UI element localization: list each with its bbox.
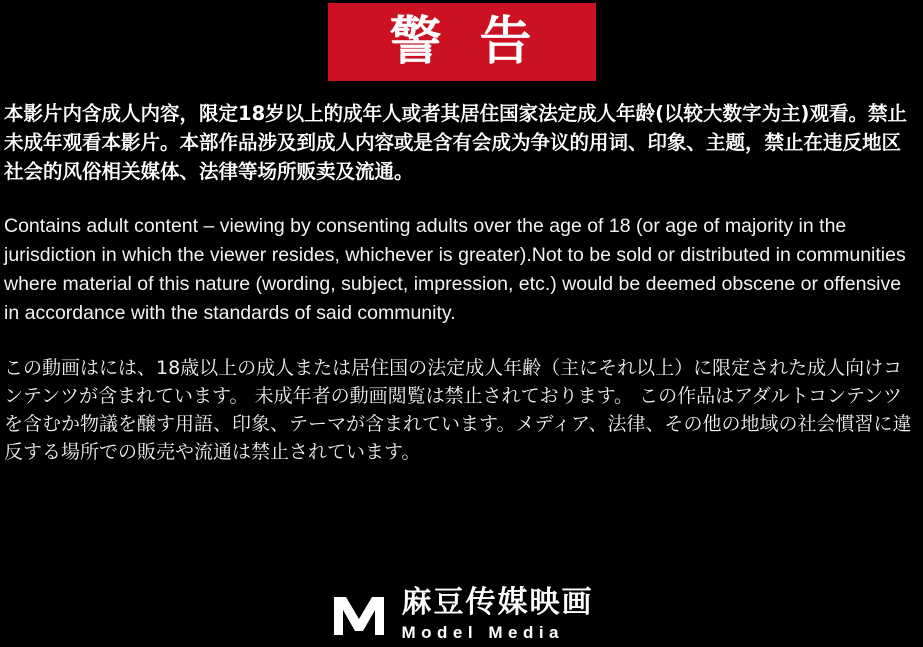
notice-content bbox=[0, 99, 923, 466]
brand-name-cn: 麻豆传媒映画 bbox=[401, 585, 594, 620]
brand-name-en: Model Media bbox=[401, 623, 565, 642]
notice-japanese: この動画はには、18歳以上の成人または居住国の法定成人年齢（主にそれ以上）に限定された成人向けコンテンツが含まれています。 未成年者の動画閲覧は禁止されております。 この作品はアダルトコンテンツを含むか物議を醸す用語、印象、テーマが含まれています。メディア、法律、その他の地域の社会慣習に違反する場所での販売や流通は禁止されています。 bbox=[4, 357, 912, 463]
m-logo-icon bbox=[330, 591, 388, 639]
warning-banner bbox=[328, 3, 596, 81]
notice-chinese: 本影片内含成人内容，限定18岁以上的成年人或者其居住国家法定成人年龄(以较大数字为主)观看。禁止未成年观看本影片。本部作品涉及到成人内容或是含有会成为争议的用词、印象、主题，禁止在违反地区社会的风俗相关媒体、法律等场所贩卖及流通。 bbox=[4, 102, 907, 183]
brand-logo bbox=[0, 585, 923, 642]
warning-banner-container bbox=[0, 0, 923, 81]
notice-english: Contains adult content – viewing by consenting adults over the age of 18 (or age of majority in the jurisdiction in which the viewer resides, whichever is greater).Not to be sold or distributed in communities where material of this nature (wording, subject, impression, etc.) would be deemed obscene or offensive in accordance with the standards of said community. bbox=[4, 215, 906, 324]
warning-banner-label: 警 告 bbox=[389, 12, 542, 72]
brand-logo-text bbox=[401, 585, 594, 642]
